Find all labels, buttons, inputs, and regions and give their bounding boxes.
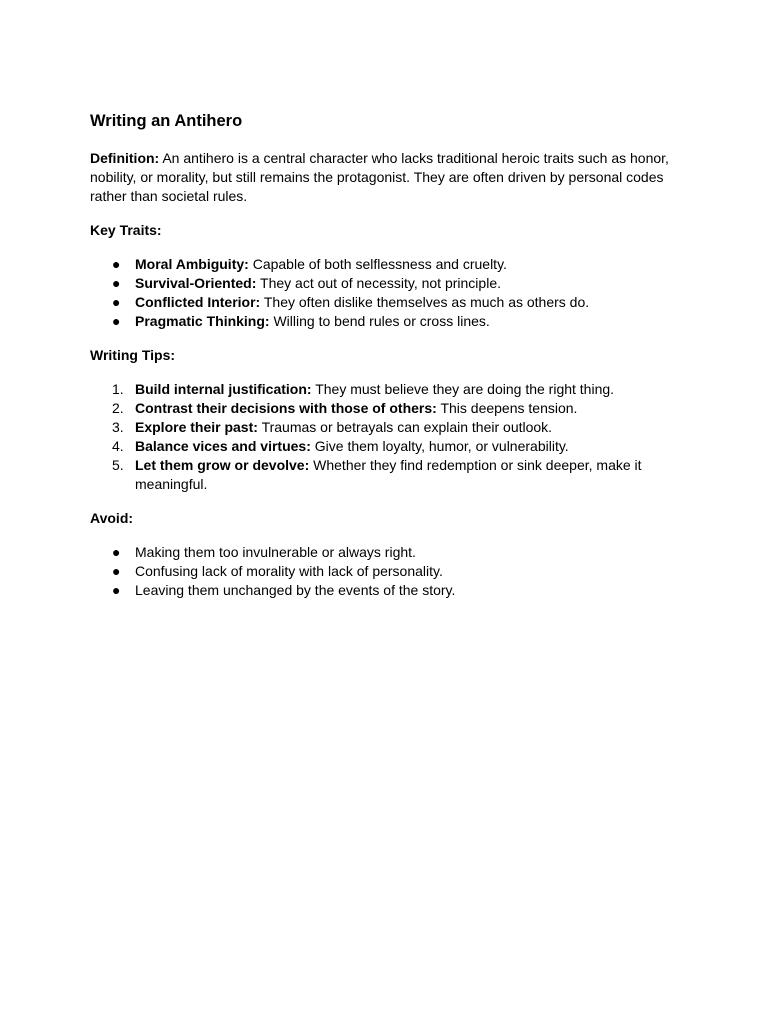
list-item (90, 543, 690, 562)
trait-text: They often dislike themselves as much as others do. (263, 294, 590, 310)
tip-label: Balance vices and virtues: (135, 438, 311, 454)
bullet-marker: ● (112, 544, 121, 560)
writing-tips-heading: Writing Tips: (90, 347, 176, 363)
definition-label: Definition: (90, 150, 160, 166)
number-marker: 4. (112, 438, 124, 454)
number-marker: 1. (112, 381, 124, 397)
list-item (90, 562, 690, 581)
tip-text: Give them loyalty, humor, or vulnerability. (314, 438, 569, 454)
definition-text: An antihero is a central character who lacks traditional heroic traits such as honor, nobility, or morality, but still remains the protagonist. They are often driven by personal codes rather than societal rules. (90, 150, 669, 204)
document-title: Writing an Antihero (90, 112, 243, 130)
trait-label: Pragmatic Thinking: (135, 313, 270, 329)
list-item (90, 581, 690, 600)
bullet-marker: ● (112, 275, 121, 291)
trait-label: Moral Ambiguity: (135, 256, 249, 272)
number-marker: 5. (112, 457, 124, 473)
bullet-marker: ● (112, 563, 121, 579)
list-item (90, 380, 690, 399)
tip-label: Explore their past: (135, 419, 258, 435)
tip-label: Let them grow or devolve: (135, 457, 310, 473)
tip-text: Traumas or betrayals can explain their outlook. (261, 419, 553, 435)
avoid-text: Making them too invulnerable or always right. (135, 544, 416, 560)
avoid-heading: Avoid: (90, 510, 134, 526)
trait-text: Willing to bend rules or cross lines. (273, 313, 490, 329)
list-item (90, 274, 690, 293)
bullet-marker: ● (112, 256, 121, 272)
tip-label: Build internal justification: (135, 381, 312, 397)
trait-label: Survival-Oriented: (135, 275, 257, 291)
list-item (90, 255, 690, 274)
tip-text: This deepens tension. (440, 400, 578, 416)
list-item (90, 312, 690, 331)
bullet-marker: ● (112, 582, 121, 598)
document-page (90, 110, 690, 615)
avoid-text: Confusing lack of morality with lack of personality. (135, 563, 443, 579)
list-item (90, 399, 690, 418)
trait-text: They act out of necessity, not principle. (260, 275, 501, 291)
number-marker: 3. (112, 419, 124, 435)
list-item (90, 418, 690, 437)
tip-label: Contrast their decisions with those of others: (135, 400, 437, 416)
bullet-marker: ● (112, 294, 121, 310)
list-item (90, 456, 690, 494)
avoid-text: Leaving them unchanged by the events of the story. (135, 582, 456, 598)
key-traits-list (90, 255, 690, 331)
tip-text: Whether they find redemption or sink deeper, make it meaningful. (135, 457, 642, 492)
trait-text: Capable of both selflessness and cruelty. (252, 256, 507, 272)
tip-text: They must believe they are doing the right thing. (315, 381, 615, 397)
writing-tips-list (90, 380, 690, 494)
definition-paragraph (90, 149, 690, 206)
avoid-list (90, 543, 690, 600)
list-item (90, 437, 690, 456)
trait-label: Conflicted Interior: (135, 294, 261, 310)
list-item (90, 293, 690, 312)
number-marker: 2. (112, 400, 124, 416)
key-traits-heading: Key Traits: (90, 222, 162, 238)
bullet-marker: ● (112, 313, 121, 329)
